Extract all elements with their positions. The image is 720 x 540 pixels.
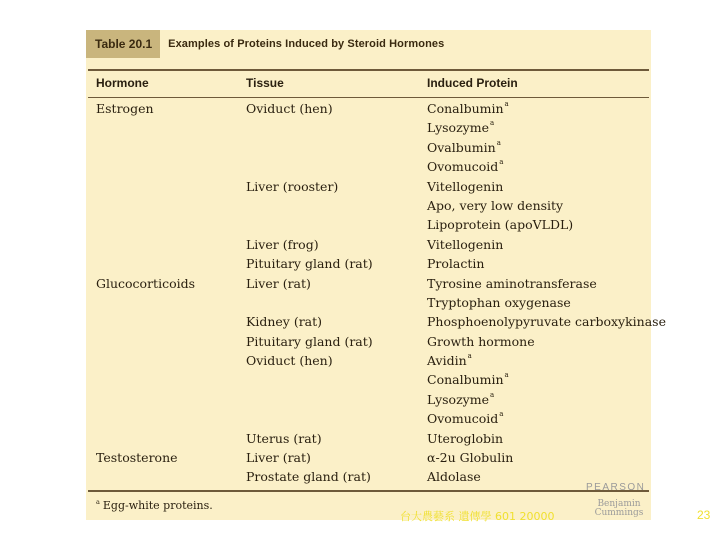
cell-induced-protein bbox=[427, 353, 472, 368]
table-row bbox=[86, 101, 651, 120]
cell-induced-protein bbox=[427, 237, 503, 252]
protein-name: α-2u Globulin bbox=[427, 450, 514, 466]
protein-name: Aldolase bbox=[427, 469, 481, 485]
cell-tissue: Liver (rooster) bbox=[246, 178, 339, 194]
table-header bbox=[86, 30, 651, 58]
page-number: 23 bbox=[697, 508, 711, 522]
cell-tissue: Pituitary gland (rat) bbox=[246, 256, 373, 272]
column-header-hormone: Hormone bbox=[96, 76, 149, 90]
table-row bbox=[86, 353, 651, 372]
table-row bbox=[86, 276, 651, 295]
cell-hormone: Glucocorticoids bbox=[96, 275, 196, 291]
cell-induced-protein bbox=[427, 372, 509, 387]
protein-name: Vitellogenin bbox=[427, 236, 504, 252]
table-body bbox=[86, 100, 666, 489]
protein-name: Ovomucoid bbox=[427, 411, 499, 427]
footnote-marker: a bbox=[96, 498, 100, 506]
cell-tissue: Liver (rat) bbox=[246, 450, 311, 466]
footnote-marker: a bbox=[467, 352, 472, 361]
protein-name: Lysozyme bbox=[427, 391, 489, 407]
protein-name: Uteroglobin bbox=[427, 430, 504, 446]
cell-tissue: Oviduct (hen) bbox=[246, 101, 333, 116]
cell-induced-protein bbox=[427, 295, 571, 310]
cell-hormone: Estrogen bbox=[96, 101, 154, 116]
cell-induced-protein bbox=[427, 469, 481, 484]
protein-name: Phosphoenolypyruvate carboxykinase bbox=[427, 314, 666, 330]
table-panel bbox=[86, 30, 666, 520]
cell-tissue: Prostate gland (rat) bbox=[246, 469, 371, 485]
header-rule bbox=[88, 97, 649, 98]
column-headers bbox=[86, 76, 651, 94]
cell-tissue: Kidney (rat) bbox=[246, 314, 323, 330]
table-row bbox=[86, 469, 651, 488]
protein-name: Tryptophan oxygenase bbox=[427, 294, 571, 310]
publisher-logo-benjamin-cummings: Benjamin Cummings bbox=[594, 499, 644, 518]
cell-induced-protein bbox=[427, 256, 484, 271]
footnote-marker: a bbox=[489, 119, 495, 128]
cell-tissue: Liver (frog) bbox=[246, 236, 319, 252]
protein-name: Avidin bbox=[427, 353, 467, 369]
table-row bbox=[86, 159, 651, 178]
cell-tissue: Pituitary gland (rat) bbox=[246, 333, 373, 349]
cell-tissue: Liver (rat) bbox=[246, 275, 311, 291]
protein-name: Conalbumin bbox=[427, 372, 504, 388]
cell-induced-protein bbox=[427, 392, 494, 407]
table-row bbox=[86, 411, 651, 430]
table-row bbox=[86, 314, 666, 333]
slide-caption: 台大農藝系 遺傳學 601 20000 bbox=[400, 510, 555, 523]
publisher-logo-pearson: PEARSON bbox=[586, 482, 646, 493]
table-row bbox=[86, 392, 651, 411]
table-title: Examples of Proteins Induced by Steroid Hormones bbox=[168, 38, 445, 50]
table-row bbox=[86, 179, 651, 198]
protein-name: Growth hormone bbox=[427, 333, 535, 349]
table-row bbox=[86, 334, 651, 353]
table-row bbox=[86, 217, 651, 236]
protein-name: Lipoprotein (apoVLDL) bbox=[427, 217, 574, 233]
column-header-induced-protein: Induced Protein bbox=[427, 76, 518, 90]
top-rule bbox=[88, 69, 649, 71]
table-row bbox=[86, 120, 651, 139]
cell-induced-protein bbox=[427, 334, 535, 349]
cell-induced-protein bbox=[427, 159, 503, 174]
cell-induced-protein bbox=[427, 120, 494, 135]
protein-name: Apo, very low density bbox=[427, 197, 564, 213]
footnote-marker: a bbox=[499, 410, 504, 419]
footnote-text: Egg-white proteins. bbox=[102, 499, 213, 512]
table-row bbox=[86, 431, 651, 450]
cell-induced-protein bbox=[427, 140, 501, 155]
cell-induced-protein bbox=[427, 101, 509, 116]
cell-induced-protein bbox=[427, 276, 597, 291]
footnote-marker: a bbox=[496, 138, 501, 147]
footnote-marker: a bbox=[504, 371, 509, 380]
cell-tissue: Uterus (rat) bbox=[246, 430, 322, 446]
cell-induced-protein bbox=[427, 179, 503, 194]
column-header-tissue: Tissue bbox=[246, 76, 284, 90]
table-row bbox=[86, 198, 651, 217]
footnote-marker: a bbox=[489, 390, 495, 399]
table-row bbox=[86, 295, 651, 314]
bottom-rule bbox=[88, 490, 649, 492]
table-number: Table 20.1 bbox=[86, 30, 160, 58]
table-row bbox=[86, 237, 651, 256]
table-row bbox=[86, 140, 651, 159]
protein-name: Tyrosine aminotransferase bbox=[427, 275, 597, 291]
protein-name: Conalbumin bbox=[427, 101, 504, 116]
cell-induced-protein bbox=[427, 450, 513, 465]
cell-hormone: Testosterone bbox=[96, 450, 178, 466]
footnote-marker: a bbox=[504, 100, 509, 108]
protein-name: Vitellogenin bbox=[427, 178, 504, 194]
table-row bbox=[86, 450, 651, 469]
table-row bbox=[86, 256, 651, 275]
cell-induced-protein bbox=[427, 198, 563, 213]
cell-tissue: Oviduct (hen) bbox=[246, 353, 333, 369]
cell-induced-protein bbox=[427, 431, 503, 446]
cell-induced-protein bbox=[427, 411, 503, 426]
cell-induced-protein bbox=[427, 314, 666, 329]
footnote bbox=[96, 499, 213, 512]
table-row bbox=[86, 372, 651, 391]
protein-name: Ovomucoid bbox=[427, 159, 499, 175]
cell-induced-protein bbox=[427, 217, 573, 232]
footnote-marker: a bbox=[499, 158, 504, 167]
protein-name: Ovalbumin bbox=[427, 139, 496, 155]
protein-name: Prolactin bbox=[427, 256, 485, 272]
protein-name: Lysozyme bbox=[427, 120, 489, 136]
